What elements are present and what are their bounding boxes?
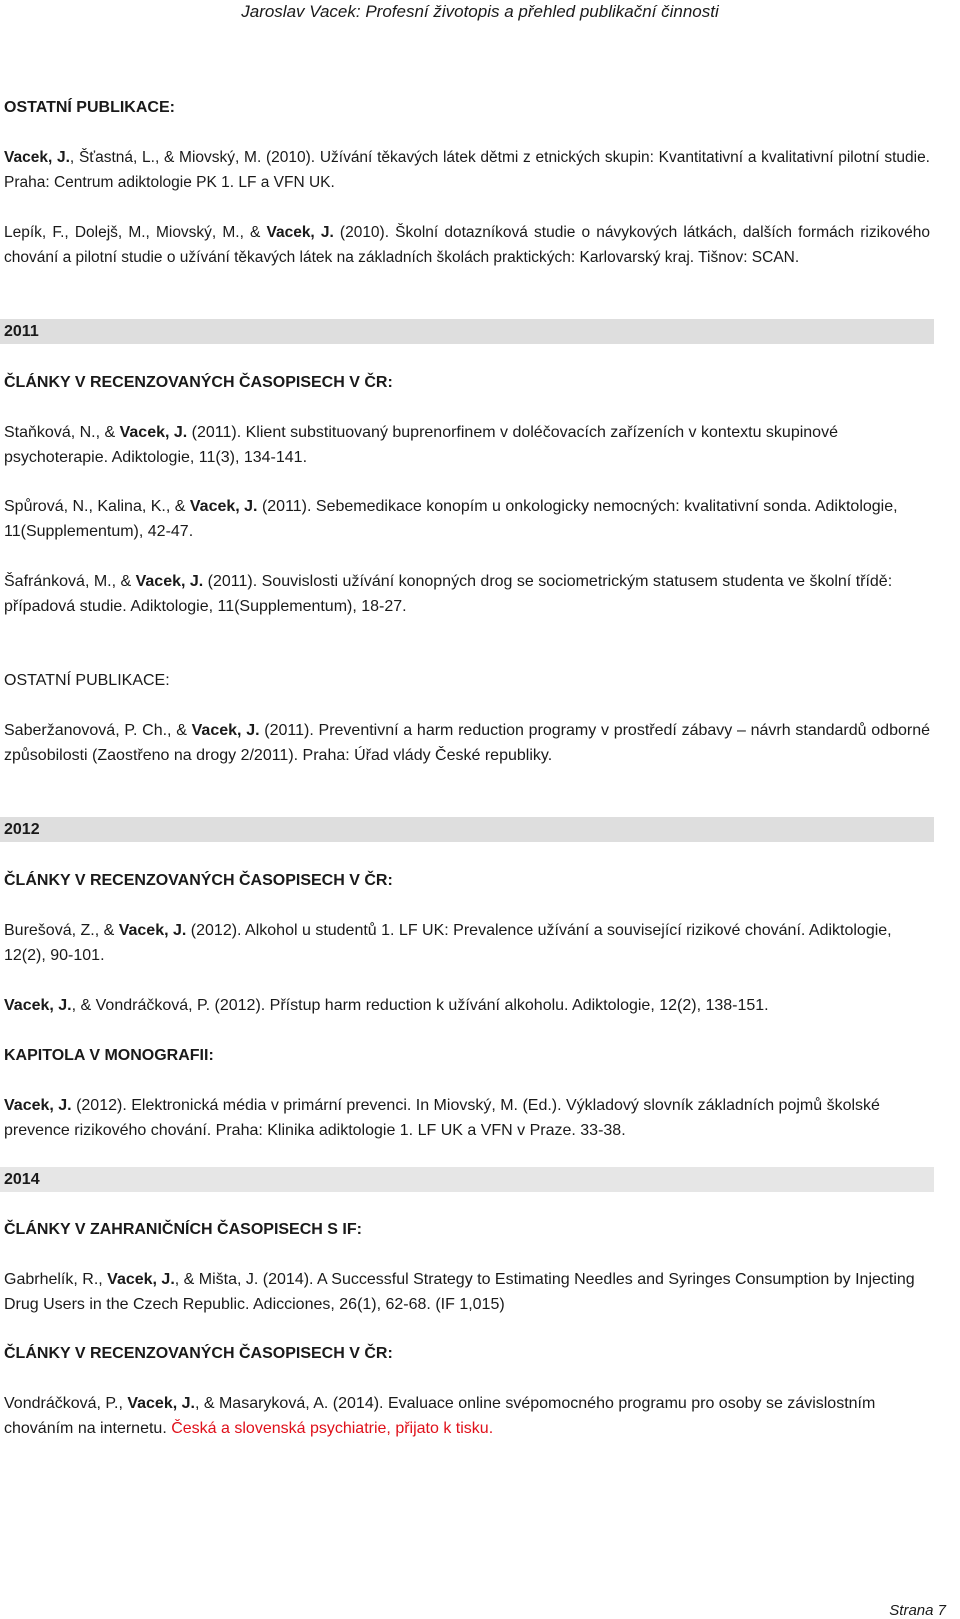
author-highlight: Vacek, J. [118, 922, 187, 939]
entry-text: (2011). Klient substituovaný buprenorfinem v doléčovacích zařízeních v kontextu skupinové psychoterapie. Adiktologie, 11(3), 134-141. [4, 424, 838, 466]
entry-text: , & Mišta, J. (2014). A Successful Strategy to Estimating Needles and Syringes Consumption by Injecting Drug Users in the Czech Republic. Adicciones, 26(1), 62-68. (IF 1,015) [4, 1271, 915, 1313]
section-heading: OSTATNÍ PUBLIKACE: [4, 672, 170, 689]
section-heading: ČLÁNKY V RECENZOVANÝCH ČASOPISECH V ČR: [4, 374, 393, 391]
entry-text: Gabrhelík, R., [4, 1271, 108, 1288]
section-heading: ČLÁNKY V ZAHRANIČNÍCH ČASOPISECH S IF: [4, 1221, 362, 1238]
author-highlight: Vacek, J. [4, 149, 70, 166]
entry-text: , & Vondráčková, P. (2012). Přístup harm reduction k užívání alkoholu. Adiktologie, 12(2), 138-151. [71, 997, 769, 1014]
publication-entry [4, 1093, 930, 1143]
entry-text: (2011). Preventivní a harm reduction programy v prostředí zábavy – návrh standardů odborné způsobilosti (Zaostřeno na drogy 2/2011). Praha: Úřad vlády České republiky. [4, 722, 930, 764]
entry-text: Vondráčková, P., [4, 1395, 128, 1412]
author-highlight: Vacek, J. [127, 1395, 195, 1412]
entry-text: Staňková, N., & [4, 424, 120, 441]
section-heading: KAPITOLA V MONOGRAFII: [4, 1047, 214, 1064]
publication-entry [4, 494, 930, 544]
publication-entry [4, 1267, 930, 1317]
year-band-2011: 2011 [0, 319, 934, 344]
publication-entry [4, 1391, 930, 1441]
entry-text: (2011). Souvislosti užívání konopných drog se sociometrickým statusem studenta ve školní třídě: případová studie. Adiktologie, 11(Supplementum), 18-27. [4, 573, 893, 615]
publication-entry [4, 718, 930, 768]
author-highlight: Vacek, J. [135, 573, 204, 590]
entry-text: Saberžanovová, P. Ch., & [4, 722, 192, 739]
page-header: Jaroslav Vacek: Profesní životopis a přehled publikační činnosti [241, 2, 719, 21]
entry-text: Burešová, Z., & [4, 922, 119, 939]
entry-text: (2012). Alkohol u studentů 1. LF UK: Prevalence užívání a související rizikové chování. Adiktologie, 12(2), 90-101. [4, 922, 892, 964]
year-band-2014: 2014 [0, 1167, 934, 1192]
entry-text: (2010). Školní dotazníková studie o návykových látkách, dalších formách rizikového chování a pilotní studie o užívání těkavých látek na základních školách praktických: Karlovarský kraj. Tišnov: SCAN. [4, 224, 931, 266]
publication-entry [4, 918, 930, 968]
entry-text: , & Masaryková, A. (2014). Evaluace online svépomocného programu pro osoby se závislostním chováním na internetu. [4, 1395, 876, 1437]
author-highlight: Vacek, J. [4, 997, 72, 1014]
publication-entry [4, 569, 930, 619]
entry-text: (2012). Elektronická média v primární prevenci. In Miovský, M. (Ed.). Výkladový slovník základních pojmů školské prevence rizikového chování. Praha: Klinika adiktologie 1. LF UK a VFN v Praze. 33-38. [4, 1097, 880, 1139]
author-highlight: Vacek, J. [4, 1097, 72, 1114]
author-highlight: Vacek, J. [266, 224, 334, 241]
section-heading: ČLÁNKY V RECENZOVANÝCH ČASOPISECH V ČR: [4, 872, 393, 889]
page-number: Strana 7 [889, 1602, 946, 1619]
status-note: Česká a slovenská psychiatrie, přijato k tisku. [171, 1420, 494, 1437]
publication-entry [4, 145, 930, 195]
entry-text: Šafránková, M., & [4, 573, 136, 590]
publication-entry [4, 993, 930, 1018]
entry-text: Lepík, F., Dolejš, M., Miovský, M., & [4, 224, 267, 241]
entry-text: Spůrová, N., Kalina, K., & [4, 498, 190, 515]
section-heading: OSTATNÍ PUBLIKACE: [4, 99, 175, 116]
entry-text: , Šťastná, L., & Miovský, M. (2010). Užívání těkavých látek dětmi z etnických skupin: Kvantitativní a kvalitativní pilotní studie. Praha: Centrum adiktologie PK 1. LF a VFN UK. [4, 149, 930, 191]
author-highlight: Vacek, J. [107, 1271, 175, 1288]
section-heading: ČLÁNKY V RECENZOVANÝCH ČASOPISECH V ČR: [4, 1345, 393, 1362]
publication-entry [4, 220, 930, 270]
author-highlight: Vacek, J. [119, 424, 188, 441]
author-highlight: Vacek, J. [189, 498, 258, 515]
author-highlight: Vacek, J. [191, 722, 260, 739]
year-band-2012: 2012 [0, 817, 934, 842]
entry-text: (2011). Sebemedikace konopím u onkologicky nemocných: kvalitativní sonda. Adiktologie, 11(Supplementum), 42-47. [4, 498, 898, 540]
publication-entry [4, 420, 930, 470]
